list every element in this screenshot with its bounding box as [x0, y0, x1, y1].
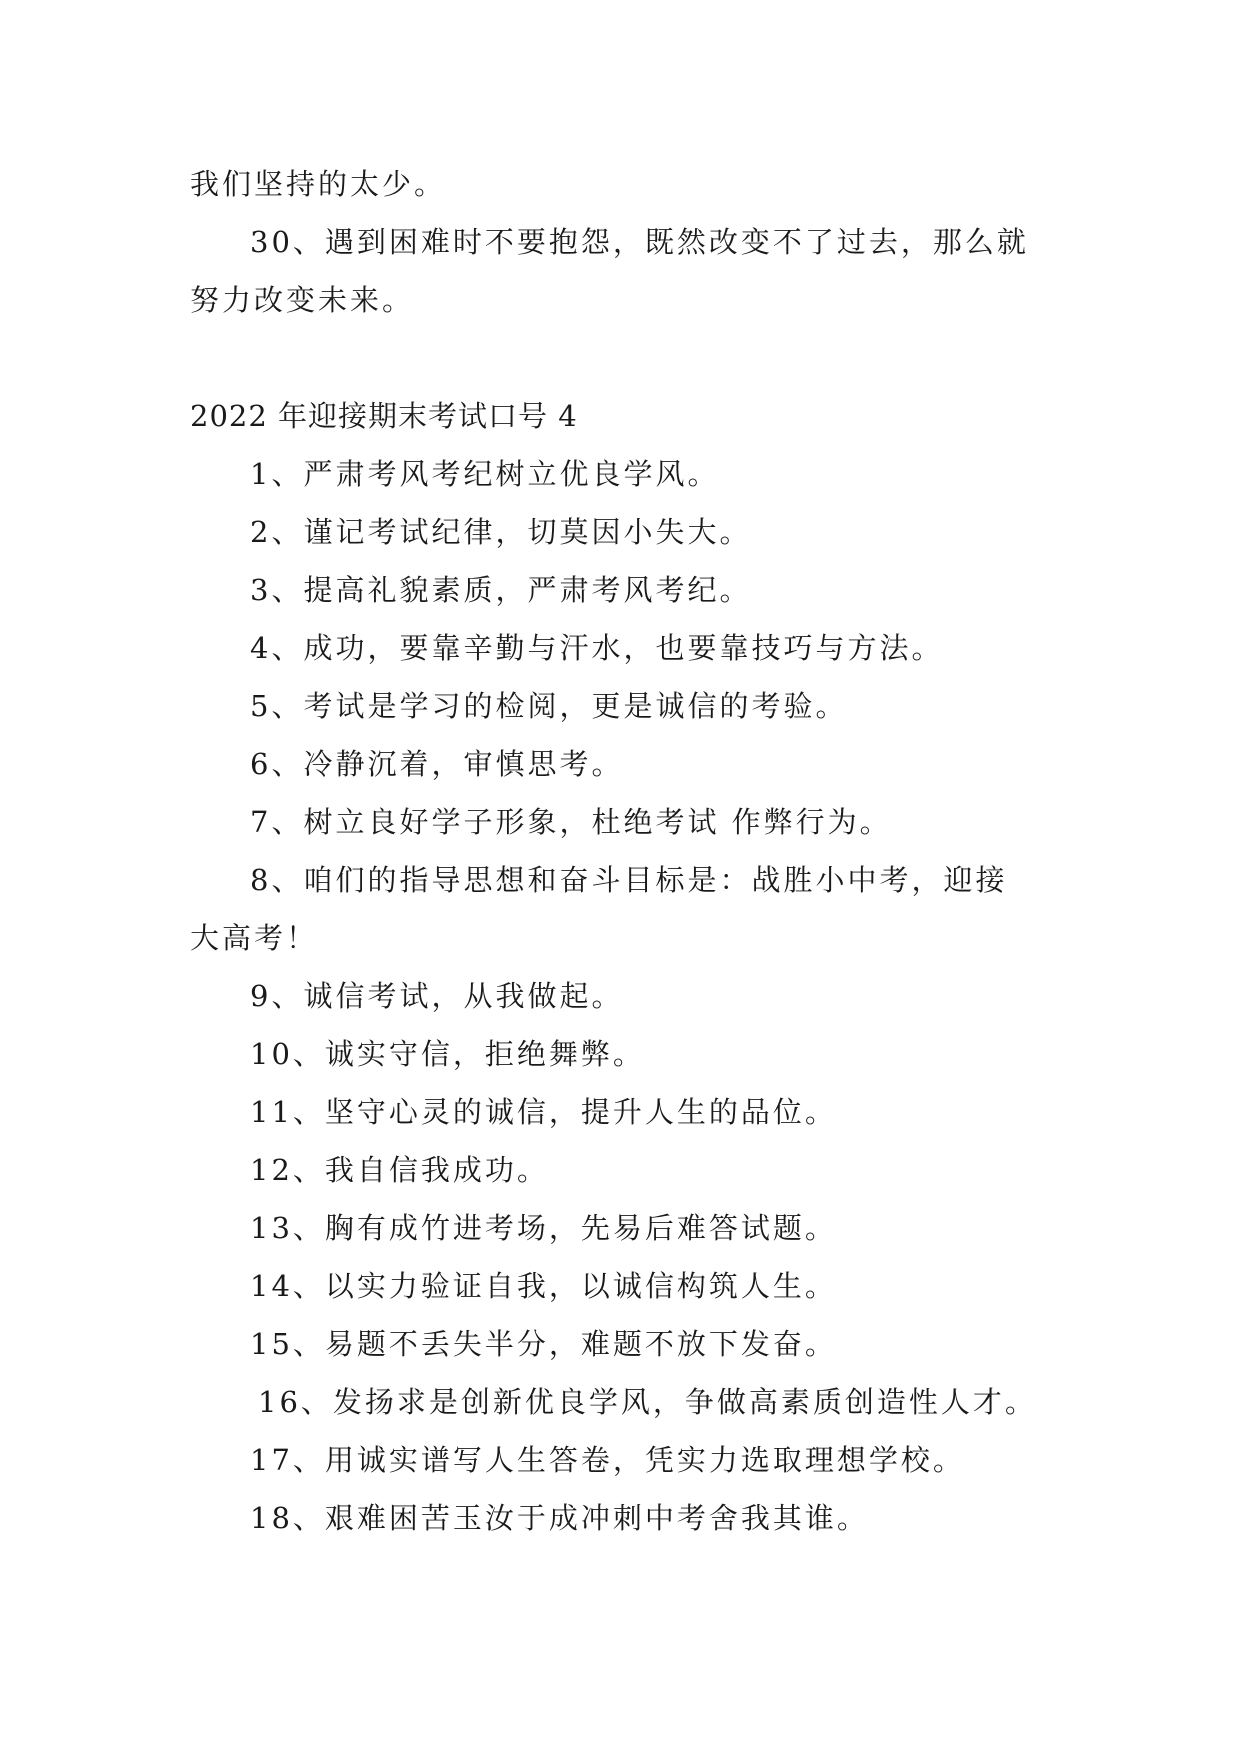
text-line: 努力改变未来。 [190, 283, 415, 317]
section-heading: 2022 年迎接期末考试口号 4 [190, 399, 578, 433]
list-item-8: 8、咱们的指导思想和奋斗目标是：战胜小中考，迎接 [250, 863, 1008, 897]
list-item-2: 2、谨记考试纪律，切莫因小失大。 [250, 515, 752, 549]
list-item-15: 15、易题不丢失半分，难题不放下发奋。 [250, 1327, 837, 1361]
list-item-12: 12、我自信我成功。 [250, 1153, 549, 1187]
list-item-10: 10、诚实守信，拒绝舞弊。 [250, 1037, 645, 1071]
list-item-3: 3、提高礼貌素质，严肃考风考纪。 [250, 573, 752, 607]
list-item-14: 14、以实力验证自我，以诚信构筑人生。 [250, 1269, 837, 1303]
list-item-18: 18、艰难困苦玉汝于成冲刺中考舍我其谁。 [250, 1501, 869, 1535]
list-item-5: 5、考试是学习的检阅，更是诚信的考验。 [250, 689, 848, 723]
list-item-6: 6、冷静沉着，审慎思考。 [250, 747, 624, 781]
list-item-9: 9、诚信考试，从我做起。 [250, 979, 624, 1013]
list-item-17: 17、用诚实谱写人生答卷，凭实力选取理想学校。 [250, 1443, 965, 1477]
list-item-13: 13、胸有成竹进考场，先易后难答试题。 [250, 1211, 837, 1245]
list-item-30: 30、遇到困难时不要抱怨，既然改变不了过去，那么就 [250, 225, 1029, 259]
list-item-11: 11、坚守心灵的诚信，提升人生的品位。 [250, 1095, 837, 1129]
list-item-16: 16、发扬求是创新优良学风，争做高素质创造性人才。 [258, 1385, 1037, 1419]
list-item-7: 7、树立良好学子形象，杜绝考试 作弊行为。 [250, 805, 892, 839]
text-line: 我们坚持的太少。 [190, 167, 447, 201]
text-line: 大高考！ [190, 921, 319, 955]
list-item-4: 4、成功，要靠辛勤与汗水，也要靠技巧与方法。 [250, 631, 944, 665]
list-item-1: 1、严肃考风考纪树立优良学风。 [250, 457, 720, 491]
